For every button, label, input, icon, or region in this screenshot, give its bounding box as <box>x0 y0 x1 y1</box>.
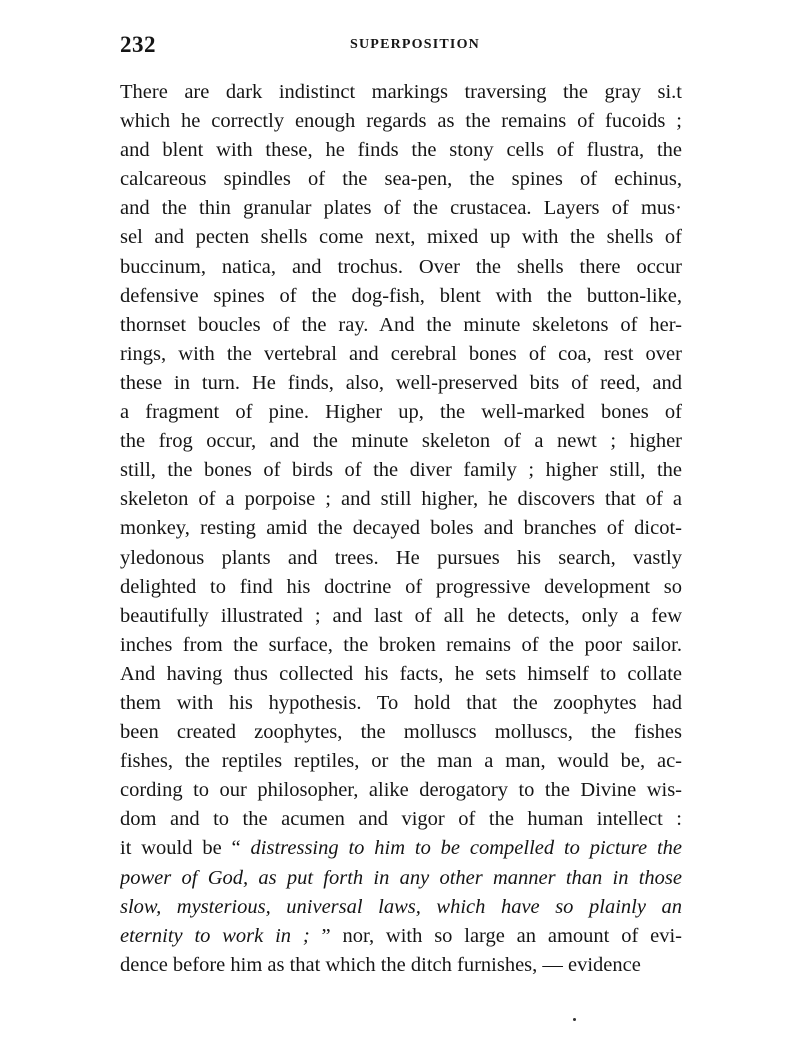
text-line: There are dark indistinct markings traversing the gray si.t <box>120 81 682 103</box>
text-line: delighted to find his doctrine of progressive development so <box>120 575 682 598</box>
text-line: monkey, resting amid the decayed boles and branches of dicot- <box>120 517 682 540</box>
text-line: rings, with the vertebral and cerebral bones of coa, rest over <box>120 342 682 365</box>
text-line: and the thin granular plates of the crustacea. Layers of mus· <box>120 197 682 220</box>
text-line: and blent with these, he finds the stony cells of flustra, the <box>120 139 682 162</box>
text-line: these in turn. He finds, also, well-preserved bits of reed, and <box>120 371 682 394</box>
text-line: sel and pecten shells come next, mixed up with the shells of <box>120 226 682 249</box>
page-header <box>120 28 682 62</box>
text-line: skeleton of a porpoise ; and still higher, he discovers that of a <box>120 488 682 511</box>
text-line: cording to our philosopher, alike derogatory to the Divine wis- <box>120 779 682 802</box>
text-line: still, the bones of birds of the diver family ; higher still, the <box>120 459 682 482</box>
text-line: eternity to work in ; ” nor, with so large an amount of evi- <box>120 924 682 947</box>
text-line: And having thus collected his facts, he sets himself to collate <box>120 662 682 685</box>
text-line <box>120 893 682 922</box>
page-number: 232 <box>120 32 156 57</box>
text-line: dence before him as that which the ditch furnishes, — evidence <box>120 953 641 976</box>
text-line: yledonous plants and trees. He pursues his search, vastly <box>120 546 682 569</box>
running-head: SUPERPOSITION <box>350 37 480 52</box>
body-text <box>120 78 682 980</box>
text-line: calcareous spindles of the sea-pen, the spines of echinus, <box>120 168 682 191</box>
text-line: fishes, the reptiles reptiles, or the man a man, would be, ac- <box>120 750 682 773</box>
quoted-italic-text: distressing to him to be compelled to picture the <box>250 837 682 860</box>
text-line: thornset boucles of the ray. And the minute skeletons of her- <box>120 313 682 336</box>
text-line: been created zoophytes, the molluscs molluscs, the fishes <box>120 721 682 744</box>
text-line: inches from the surface, the broken remains of the poor sailor. <box>120 633 682 656</box>
text-line: them with his hypothesis. To hold that the zoophytes had <box>120 691 682 714</box>
quoted-italic-text: power of God, as put forth in any other manner than in those <box>120 866 682 889</box>
text-line: defensive spines of the dog-fish, blent with the button-like, <box>120 284 682 307</box>
text-line: buccinum, natica, and trochus. Over the shells there occur <box>120 255 682 278</box>
text-line: beautifully illustrated ; and last of all he detects, only a few <box>120 604 682 627</box>
text-line: which he correctly enough regards as the remains of fucoids ; <box>120 110 682 133</box>
quoted-italic-text: eternity to work in ; <box>120 924 310 947</box>
text-line: a fragment of pine. Higher up, the well-marked bones of <box>120 401 682 424</box>
print-speck <box>573 1018 576 1021</box>
text-line: the frog occur, and the minute skeleton of a newt ; higher <box>120 430 682 453</box>
quoted-italic-text: slow, mysterious, universal laws, which have so plainly an <box>120 895 682 918</box>
text-line: dom and to the acumen and vigor of the human intellect : <box>120 808 682 831</box>
text-line <box>120 864 682 893</box>
text-line: it would be “ distressing to him to be compelled to picture the <box>120 837 682 860</box>
